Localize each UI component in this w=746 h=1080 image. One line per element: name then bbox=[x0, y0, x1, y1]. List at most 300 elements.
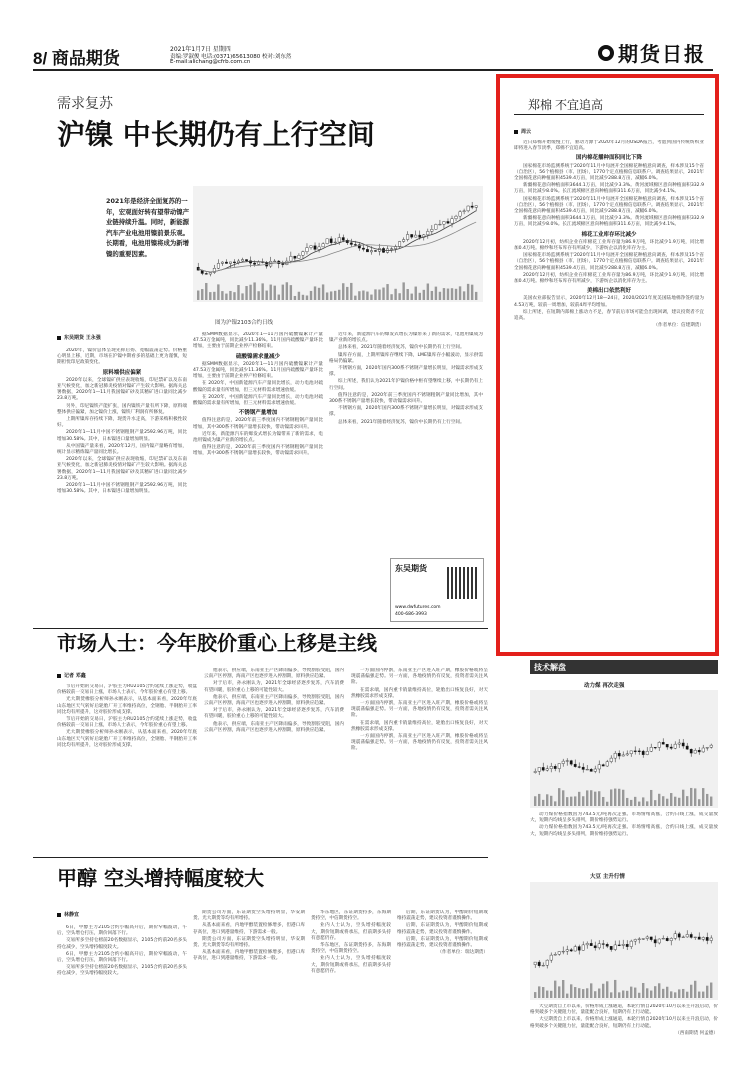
volume-bar bbox=[415, 287, 417, 300]
volume-bar bbox=[261, 283, 263, 300]
volume-bar bbox=[590, 983, 592, 998]
section-rule bbox=[33, 857, 488, 858]
candle bbox=[694, 937, 696, 938]
volume-bar bbox=[694, 981, 696, 998]
candle bbox=[354, 244, 356, 245]
candle bbox=[650, 937, 652, 940]
volume-bar bbox=[654, 800, 656, 806]
volume-bar bbox=[338, 290, 340, 300]
volume-bar bbox=[318, 288, 320, 300]
moving-average-line bbox=[198, 222, 476, 272]
volume-bar bbox=[582, 796, 584, 806]
header-rule bbox=[33, 69, 713, 71]
volume-bar bbox=[670, 991, 672, 998]
candle bbox=[578, 947, 580, 951]
volume-bar bbox=[634, 797, 636, 806]
sponsor-phone: 400-686-3993 bbox=[395, 612, 427, 617]
volume-bar bbox=[249, 285, 251, 300]
volume-bar bbox=[570, 797, 572, 806]
candle bbox=[590, 943, 592, 945]
candle bbox=[702, 937, 704, 939]
volume-bar bbox=[646, 801, 648, 806]
volume-bar bbox=[666, 799, 668, 806]
candle bbox=[435, 224, 437, 229]
volume-bar bbox=[562, 790, 564, 806]
volume-bar bbox=[459, 286, 461, 300]
volume-bar bbox=[630, 987, 632, 998]
volume-bar bbox=[370, 295, 372, 300]
volume-bar bbox=[630, 800, 632, 806]
candle bbox=[415, 235, 417, 237]
candle bbox=[205, 273, 207, 274]
volume-bar bbox=[310, 291, 312, 300]
volume-bar bbox=[586, 790, 588, 806]
volume-bar bbox=[475, 292, 477, 300]
methanol-headline: 甲醇 空头增持幅度较大 bbox=[57, 866, 264, 890]
candle bbox=[626, 754, 628, 755]
volume-bar bbox=[294, 296, 296, 300]
sidebar-sign: （作者单位：信建期货） bbox=[653, 323, 704, 329]
volume-bar bbox=[610, 789, 612, 806]
volume-bar bbox=[209, 292, 211, 300]
nickel-chart bbox=[193, 186, 483, 302]
candle bbox=[654, 747, 656, 748]
rubber-column-1: 节后开始的交易日，沪胶主力RU2105合约延续上涨走势，收盘价格较前一交易日上涨，市场人士表示，今年胶价重心有望上移。 光大期货橡胶分析师孙永刚表示，从基本面来看，2020年年底山东地区天气转好后轮胎厂开工率维持高位，全钢胎、半钢胎开工率同比均有所提升，这对胶价形成支撑。 节后开始的交易日，沪胶主力RU2105合约延续上涨走势，收盘价格较前一交易日上涨，市场人士表示，今年胶价重心有望上移。 光大期货橡胶分析师孙永刚表示，从基本面来看，2020年年底山东地区天气转好后轮胎厂开工率维持高位，全钢胎、半钢胎开工率同比均有所提升，这对胶价形成支撑。 bbox=[57, 684, 197, 748]
logo-icon bbox=[598, 45, 614, 61]
volume-bar bbox=[542, 987, 544, 998]
candle bbox=[594, 769, 596, 771]
candle bbox=[614, 945, 616, 950]
volume-bar bbox=[538, 986, 540, 998]
candle bbox=[290, 256, 292, 261]
volume-bar bbox=[467, 284, 469, 300]
volume-bar bbox=[670, 793, 672, 806]
volume-bar bbox=[694, 788, 696, 806]
volume-bar bbox=[614, 980, 616, 998]
rubber-byline: 记者 邓鑫 bbox=[57, 672, 86, 679]
volume-bar bbox=[306, 295, 308, 300]
candle bbox=[638, 939, 640, 940]
volume-bar bbox=[233, 292, 235, 300]
candle bbox=[670, 747, 672, 748]
candle bbox=[298, 255, 300, 258]
volume-bar bbox=[374, 289, 376, 300]
candle bbox=[554, 954, 556, 955]
volume-bar bbox=[586, 988, 588, 998]
candle bbox=[698, 937, 700, 939]
sidebar-byline: 周云 bbox=[514, 128, 531, 135]
candle bbox=[326, 239, 328, 244]
volume-bar bbox=[354, 296, 356, 300]
thermal-coal-text: 动力煤价格指数因为743.5元/吨再次走强。市场情绪高涨，合约日线上涨，成交量放大，短期内均线呈多头排列，期价维持强势运行。 动力煤价格指数因为743.5元/吨再次走强。市场情绪高涨，合约日线上涨，成交量放大，短期内均线呈多头排列，期价维持强势运行。 bbox=[530, 812, 718, 837]
volume-bar bbox=[330, 291, 332, 300]
volume-bar bbox=[302, 295, 304, 300]
candle bbox=[562, 761, 564, 763]
volume-bar bbox=[534, 796, 536, 806]
volume-bar bbox=[443, 288, 445, 300]
volume-bar bbox=[638, 802, 640, 806]
volume-bar bbox=[686, 992, 688, 998]
volume-bar bbox=[698, 992, 700, 998]
candle bbox=[598, 765, 600, 769]
candle bbox=[650, 747, 652, 751]
volume-bar bbox=[618, 992, 620, 998]
sponsor-url: www.dwfutures.com bbox=[395, 605, 441, 610]
methanol-column-3: 华东地区，东证期货持多，东海期货持空，中信期货持空。 业内人士认为，空头增持幅度较大，期价短期或将承压，但前期多头持有意愿仍存。 华东地区，东证期货持多，东海期货持空，中信期货持空。 业内人士认为，空头增持幅度较大，期价短期或将承压，但前期多头持有意愿仍存。 bbox=[311, 910, 391, 974]
volume-bar bbox=[394, 289, 396, 300]
sidebar-rule bbox=[514, 114, 704, 115]
candle bbox=[538, 767, 540, 771]
candle bbox=[229, 262, 231, 263]
volume-bar bbox=[402, 282, 404, 300]
volume-bar bbox=[662, 989, 664, 998]
volume-bar bbox=[538, 794, 540, 806]
subhead: 硫酸镍需求量减少 bbox=[235, 353, 280, 360]
soybean-title: 大豆 主升行情 bbox=[590, 874, 625, 880]
candle bbox=[606, 762, 608, 766]
candle bbox=[427, 231, 429, 235]
candle bbox=[366, 249, 368, 252]
candle bbox=[534, 771, 536, 772]
candle bbox=[678, 743, 680, 744]
subhead: 不锈钢产量增加 bbox=[238, 410, 278, 417]
candle bbox=[626, 944, 628, 946]
subhead: 原料端供应偏紧 bbox=[102, 369, 142, 376]
candle bbox=[614, 753, 616, 758]
candle bbox=[698, 750, 700, 752]
candle bbox=[678, 934, 680, 937]
candle bbox=[439, 224, 441, 225]
candle bbox=[209, 273, 211, 275]
volume-bar bbox=[706, 986, 708, 998]
volume-bar bbox=[634, 988, 636, 998]
candle bbox=[217, 263, 219, 268]
candle bbox=[443, 221, 445, 224]
candle bbox=[690, 749, 692, 753]
article-byline: 东吴期货 王永强 bbox=[57, 334, 101, 341]
soybean-text: 大豆期货自上市以来，价格形成上涨通道，本轮行情自2020年10月以来主升浪启动，价格突破多个关键阻力位，量能配合良好，短期仍有上行动能。 大豆期货自上市以来，价格形成上涨通道，本轮行情自2020年10月以来主升浪启动，价格突破多个关键阻力位，量能配合良好，短期仍有上行动能。 （西南期货 何孟德） bbox=[530, 1004, 718, 1036]
volume-bar bbox=[201, 289, 203, 300]
volume-bar bbox=[221, 291, 223, 300]
candle bbox=[546, 960, 548, 965]
candle bbox=[550, 955, 552, 960]
volume-bar bbox=[386, 284, 388, 300]
masthead-logo bbox=[598, 38, 706, 67]
volume-bar bbox=[546, 794, 548, 806]
candle bbox=[662, 742, 664, 744]
volume-bar bbox=[574, 987, 576, 998]
volume-bar bbox=[710, 797, 712, 806]
volume-bar bbox=[654, 986, 656, 998]
thermal-coal-title: 动力煤 再次走强 bbox=[584, 683, 625, 689]
candle bbox=[310, 246, 312, 248]
volume-bar bbox=[265, 291, 267, 300]
candle bbox=[654, 940, 656, 943]
volume-bar bbox=[558, 986, 560, 998]
volume-bar bbox=[550, 796, 552, 806]
volume-bar bbox=[423, 290, 425, 300]
candle bbox=[706, 937, 708, 940]
candle bbox=[225, 262, 227, 263]
methanol-sign: （作者单位：瑞达期货） bbox=[437, 950, 488, 956]
candle bbox=[221, 262, 223, 263]
volume-bar bbox=[205, 283, 207, 300]
volume-bar bbox=[350, 283, 352, 300]
candle bbox=[241, 260, 243, 261]
candle bbox=[451, 219, 453, 223]
candle bbox=[253, 263, 255, 264]
candle bbox=[618, 753, 620, 756]
volume-bar bbox=[582, 989, 584, 998]
volume-bar bbox=[638, 993, 640, 998]
volume-bar bbox=[290, 285, 292, 300]
sidebar-text: 近日郑棉开始缓慢上行，驱动力源于2020年12月的USDA报告，考虑到国内传统纺织业即将进入春节淡季，郑棉不宜追高。 国内棉花播种面积同比下降 国家棉花市场监测系统于2020年11月中旬展开全国棉花种植意向调查，样本涉及15个省（自治区），56个植棉县（市、团场），1770个定点植棉信息联系户。调查结果显示，2021年全国棉花意向种植面积4539.4万亩，同比减少288.8万亩，减幅6.0%。 新疆棉花意向种植面积3644.1万亩，同比减少3.3%。黄河流域棉区意向种植面积332.9万亩，同比减少8.0%。长江流域棉区意向种植面积311.6万亩，同比减少4.1%。 国家棉花市场监测系统于2020年11月中旬展开全国棉花种植意向调查，样本涉及15个省（自治区），56个植棉县（市、团场），1770个定点植棉信息联系户。调查结果显示，2021年全国棉花意向种植面积4539.4万亩，同比减少288.8万亩，减幅6.0%。 新疆棉花意向种植面积3644.1万亩，同比减少3.3%。黄河流域棉区意向种植面积332.9万亩，同比减少8.0%。长江流域棉区意向种植面积311.6万亩，同比减少4.1%。 棉花工业库存环比减少 2020年12月初，纺织企业在库棉花工业库存量为86.9万吨，环比减少1.9万吨，同比增加0.4万吨。棉纱和坯布库存有所减少，下游纺企以消化库存为主。 国家棉花市场监测系统于2020年11月中旬展开全国棉花种植意向调查，样本涉及15个省（自治区），56个植棉县（市、团场），1770个定点植棉信息联系户。调查结果显示，2021年全国棉花意向种植面积4539.4万亩，同比减少288.8万亩，减幅6.0%。 2020年12月初，纺织企业在库棉花工业库存量为86.9万吨，环比减少1.9万吨，同比增加0.4万吨。棉纱和坯布库存有所减少，下游纺企以消化库存为主。 美棉出口依然利好 美国农业部报告显示，2020年12月18—24日，2020/2021年度美国陆地棉净签约量为4.53万吨，较前一周增加，较前4周平均增加。 综上所述，在短期内郑棉上涨动力不足，春节前后市场可能会出现回调，建议投资者不宜追高。 （作者单位：信建期货） bbox=[514, 140, 704, 329]
volume-bar bbox=[554, 981, 556, 998]
candle bbox=[233, 262, 235, 263]
candle bbox=[370, 251, 372, 252]
article-lead: 2021年是经济全面复苏的一年，宏观面好转有望带动镍产业链持续升温。同时，新能源汽车产业电池用镍前景乐观。长期看，电池用镍将成为新增镍的重要因素。 bbox=[106, 197, 190, 258]
volume-bar bbox=[378, 290, 380, 300]
volume-bar bbox=[702, 992, 704, 998]
volume-bar bbox=[229, 291, 231, 300]
candle bbox=[594, 946, 596, 948]
volume-bar bbox=[690, 788, 692, 806]
candle bbox=[411, 234, 413, 237]
volume-bar bbox=[427, 284, 429, 300]
candle bbox=[402, 240, 404, 242]
volume-bar bbox=[322, 284, 324, 300]
volume-bar bbox=[618, 789, 620, 806]
volume-bar bbox=[606, 802, 608, 806]
volume-bar bbox=[455, 289, 457, 300]
candle bbox=[630, 941, 632, 947]
volume-bar bbox=[326, 292, 328, 300]
candle bbox=[471, 206, 473, 207]
candle bbox=[658, 742, 660, 747]
volume-bar bbox=[702, 788, 704, 806]
candle bbox=[302, 252, 304, 256]
volume-bar bbox=[662, 796, 664, 806]
candle bbox=[602, 944, 604, 945]
volume-bar bbox=[558, 788, 560, 806]
volume-bar bbox=[546, 991, 548, 998]
candle bbox=[642, 751, 644, 755]
volume-bar bbox=[674, 992, 676, 998]
candle bbox=[686, 934, 688, 937]
volume-bar bbox=[666, 987, 668, 998]
volume-bar bbox=[419, 293, 421, 300]
volume-bar bbox=[342, 283, 344, 300]
candle bbox=[562, 951, 564, 952]
subhead: 美棉出口依然利好 bbox=[586, 288, 631, 295]
candle bbox=[702, 748, 704, 752]
candle bbox=[334, 242, 336, 243]
volume-bar bbox=[346, 287, 348, 300]
sidebar-title: 郑棉 不宜追高 bbox=[528, 98, 604, 112]
rubber-column-2: 他表示，供应端，东南亚主产区降雨偏多，导致割胶受阻，国内云南产区停割，海南产区也逐步进入停割期，原料供应趋紧。 对于后市，孙永刚认为，2021年全球经济逐步复苏，汽车消费有望回暖，胶价重心上移的可能性较大。 他表示，供应端，东南亚主产区降雨偏多，导致割胶受阻，国内云南产区停割，海南产区也逐步进入停割期，原料供应趋紧。 对于后市，孙永刚认为，2021年全球经济逐步复苏，汽车消费有望回暖，胶价重心上移的可能性较大。 他表示，供应端，东南亚主产区降雨偏多，导致割胶受阻，国内云南产区停割，海南产区也逐步进入停割期，原料供应趋紧。 bbox=[204, 668, 344, 733]
candle bbox=[670, 938, 672, 940]
candle bbox=[245, 260, 247, 261]
candle bbox=[558, 764, 560, 769]
candle bbox=[475, 206, 477, 208]
candle bbox=[306, 248, 308, 252]
volume-bar bbox=[690, 985, 692, 998]
article-column-2: 据SMM数据显示，2020年1—11月国内硫酸镍累计产量47.53万金属吨，同比减少11.36%。11月国内硫酸镍产量环比增加，主要由于前期企业停产检修结束。 硫酸镍需求量减少 据SMM数据显示，2020年1—11月国内硫酸镍累计产量47.53万金属吨，同比减少11.36%。11月国内硫酸镍产量环比增加，主要由于前期企业停产检修结束。 在 2020年，中国新能源汽车产量同比增长，动力电池对硫酸镍的需求量有所增加，但三元材料需求增速放缓。 在 2020年，中国新能源汽车产量同比增长，动力电池对硫酸镍的需求量有所增加，但三元材料需求增速放缓。 不锈钢产量增加 值得注意的是，2020年前三季度国内不锈钢粗钢产量同比增加，其中300系不锈钢产量增长较快，带动镍需求回升。 近年来，新能源汽车的爆发式增长为镍带来了新的需求，电池用镍成为镍产业新的增长点。 值得注意的是，2020年前三季度国内不锈钢粗钢产量同比增加，其中300系不锈钢产量增长较快，带动镍需求回升。 bbox=[193, 332, 323, 457]
volume-bar bbox=[578, 792, 580, 806]
page-email: E-mail:alichang@cfrb.com.cn bbox=[170, 59, 251, 65]
volume-bar bbox=[594, 792, 596, 806]
subhead: 国内棉花播种面积同比下降 bbox=[575, 155, 642, 162]
volume-bar bbox=[451, 288, 453, 300]
candle bbox=[534, 962, 536, 965]
volume-bar bbox=[682, 790, 684, 806]
article-column-1: 2020年，镍价总体呈现先抑后扬、宽幅震荡走势。价格重心明显上移，近期，市场在沪镍中期看多的基础上更为谨慎，短期担忧印尼政策变化。 原料端供应偏紧 2020年以来，全球镍矿供应表现收缩，印尼禁矿以及东南亚气候变化，加之新冠肺炎疫情对镍矿产生较大影响。据海关总署数据，2020年1—11月我国镍矿砂及其精矿进口量同比减少23.8万吨。 另外，印尼镍铁产能扩张，国内镍铁产量有所下降，原料端整体供应偏紧，加之镍价上涨，镍铁厂利润有所修复。 上期所镍库存持续下降，现货升水走高，下游采购积极性较好。 2020年1—11月中国不锈钢粗钢产量2592.96万吨，同比增加30.58%。其中，日本镍进口量增加明显。 从中国镍产量来看，2020年12月，国内镍产量略有增加，统计显示精炼镍产量同比增长。 2020年以来，全球镍矿供应表现收缩，印尼禁矿以及东南亚气候变化，加之新冠肺炎疫情对镍矿产生较大影响。据海关总署数据，2020年1—11月我国镍矿砂及其精矿进口量同比减少23.8万吨。 2020年1—11月中国不锈钢粗钢产量2592.96万吨，同比增加30.58%。其中，日本镍进口量增加明显。 bbox=[57, 348, 187, 495]
volume-bar bbox=[682, 989, 684, 998]
volume-bar bbox=[270, 285, 272, 300]
volume-bar bbox=[406, 289, 408, 300]
candle bbox=[646, 937, 648, 939]
candle bbox=[570, 761, 572, 765]
chart-caption: 图为沪镍2103合约日线 bbox=[215, 320, 273, 326]
volume-bar bbox=[225, 294, 227, 300]
candle bbox=[598, 944, 600, 948]
volume-bar bbox=[570, 984, 572, 998]
candle bbox=[634, 939, 636, 941]
candle bbox=[574, 764, 576, 766]
candle bbox=[455, 216, 457, 219]
candle bbox=[362, 248, 364, 249]
candle bbox=[610, 758, 612, 762]
volume-bar bbox=[431, 291, 433, 300]
volume-bar bbox=[534, 992, 536, 998]
volume-bar bbox=[362, 291, 364, 300]
candle bbox=[282, 264, 284, 265]
candle bbox=[374, 251, 376, 252]
candle bbox=[538, 962, 540, 966]
volume-bar bbox=[257, 291, 259, 300]
methanol-byline: 林静宜 bbox=[57, 911, 79, 918]
volume-bar bbox=[598, 791, 600, 806]
candle bbox=[634, 751, 636, 752]
volume-bar bbox=[674, 797, 676, 806]
candle bbox=[431, 229, 433, 231]
candle bbox=[606, 944, 608, 946]
candle bbox=[582, 945, 584, 950]
candle bbox=[546, 769, 548, 770]
article-headline: 沪镍 中长期仍有上行空间 bbox=[57, 118, 375, 151]
tech-banner-label: 技术解盘 bbox=[534, 663, 566, 672]
volume-bar bbox=[678, 798, 680, 806]
candle bbox=[646, 751, 648, 754]
candle bbox=[419, 235, 421, 237]
candle bbox=[690, 934, 692, 937]
candle bbox=[338, 238, 340, 243]
volume-bar bbox=[678, 989, 680, 998]
volume-bar bbox=[706, 794, 708, 806]
candle bbox=[666, 744, 668, 747]
volume-bar bbox=[550, 991, 552, 998]
volume-bar bbox=[447, 289, 449, 300]
candle bbox=[542, 767, 544, 770]
volume-bar bbox=[566, 797, 568, 806]
volume-bar bbox=[245, 286, 247, 300]
volume-bar bbox=[602, 797, 604, 806]
volume-bar bbox=[710, 983, 712, 998]
candle bbox=[550, 766, 552, 769]
sponsor-logo: 东吴期货 bbox=[395, 564, 427, 573]
candle bbox=[350, 243, 352, 245]
volume-bar bbox=[598, 989, 600, 998]
candle bbox=[638, 751, 640, 752]
volume-bar bbox=[471, 285, 473, 300]
candle bbox=[710, 745, 712, 747]
volume-bar bbox=[606, 981, 608, 998]
volume-bar bbox=[366, 292, 368, 300]
candle bbox=[682, 937, 684, 938]
volume-bar bbox=[650, 991, 652, 998]
volume-bar bbox=[594, 991, 596, 998]
candle bbox=[666, 938, 668, 941]
sponsor-ad[interactable] bbox=[390, 558, 484, 622]
volume-bar bbox=[554, 801, 556, 806]
volume-bar bbox=[602, 984, 604, 998]
volume-bar bbox=[278, 295, 280, 300]
candle bbox=[558, 952, 560, 955]
candlestick-chart bbox=[193, 186, 483, 302]
page-editor: 责编:罗淑俊 电话:(0371)65613080 校对:刘东然 bbox=[170, 54, 292, 60]
volume-bar bbox=[435, 287, 437, 300]
candle bbox=[554, 766, 556, 768]
coal-candlestick-chart bbox=[530, 690, 718, 808]
volume-bar bbox=[274, 286, 276, 300]
candle bbox=[542, 965, 544, 966]
candle bbox=[342, 238, 344, 241]
candle bbox=[318, 247, 320, 250]
candle bbox=[463, 211, 465, 212]
candle bbox=[706, 747, 708, 748]
candle bbox=[314, 246, 316, 250]
candle bbox=[658, 939, 660, 943]
candle bbox=[406, 234, 408, 239]
rubber-column-3: 一方面国内停割，东南亚主产区进入旺产期，橡胶价格或将呈现震荡偏强走势。另一方面，各地疫情仍有反复，投资者需关注风险。 在需求端，国内重卡销量维持高位，轮胎出口恢复良好，对天然橡胶需求形成支撑。 一方面国内停割，东南亚主产区进入旺产期，橡胶价格或将呈现震荡偏强走势。另一方面，各地疫情仍有反复，投资者需关注风险。 在需求端，国内重卡销量维持高位，轮胎出口恢复良好，对天然橡胶需求形成支撑。 一方面国内停割，东南亚主产区进入旺产期，橡胶价格或将呈现震荡偏强走势。另一方面，各地疫情仍有反复，投资者需关注风险。 bbox=[351, 668, 488, 752]
candle bbox=[447, 221, 449, 223]
volume-bar bbox=[314, 286, 316, 300]
volume-bar bbox=[610, 992, 612, 998]
volume-bar bbox=[566, 994, 568, 998]
candle bbox=[330, 239, 332, 243]
candle bbox=[566, 950, 568, 952]
volume-bar bbox=[646, 988, 648, 998]
volume-bar bbox=[411, 294, 413, 300]
volume-bar bbox=[439, 292, 441, 300]
candle bbox=[574, 947, 576, 951]
candle bbox=[674, 934, 676, 939]
volume-bar bbox=[298, 292, 300, 300]
candle bbox=[237, 261, 239, 263]
article-kicker: 需求复苏 bbox=[57, 97, 113, 112]
volume-bar bbox=[253, 282, 255, 300]
volume-bar bbox=[686, 796, 688, 806]
rubber-headline: 市场人士：今年胶价重心上移是主线 bbox=[57, 631, 377, 655]
candle bbox=[398, 241, 400, 246]
methanol-column-2: 期货公司方面，东证期货空头增持明显，华安期货、光大期货等均有所增持。 从基本面来看，内地甲醇装置检修增多，但港口库存高位，进口到港量维持，下游需求一般。 期货公司方面，东证期货空头增持明显，华安期货、光大期货等均有所增持。 从基本面来看，内地甲醇装置检修增多，但港口库存高位，进口到港量维持，下游需求一般。 bbox=[193, 910, 305, 962]
volume-bar bbox=[463, 291, 465, 300]
volume-bar bbox=[334, 291, 336, 300]
volume-bar bbox=[642, 983, 644, 998]
qr-code-icon bbox=[447, 567, 479, 599]
candle bbox=[578, 767, 580, 768]
candle bbox=[662, 938, 664, 939]
